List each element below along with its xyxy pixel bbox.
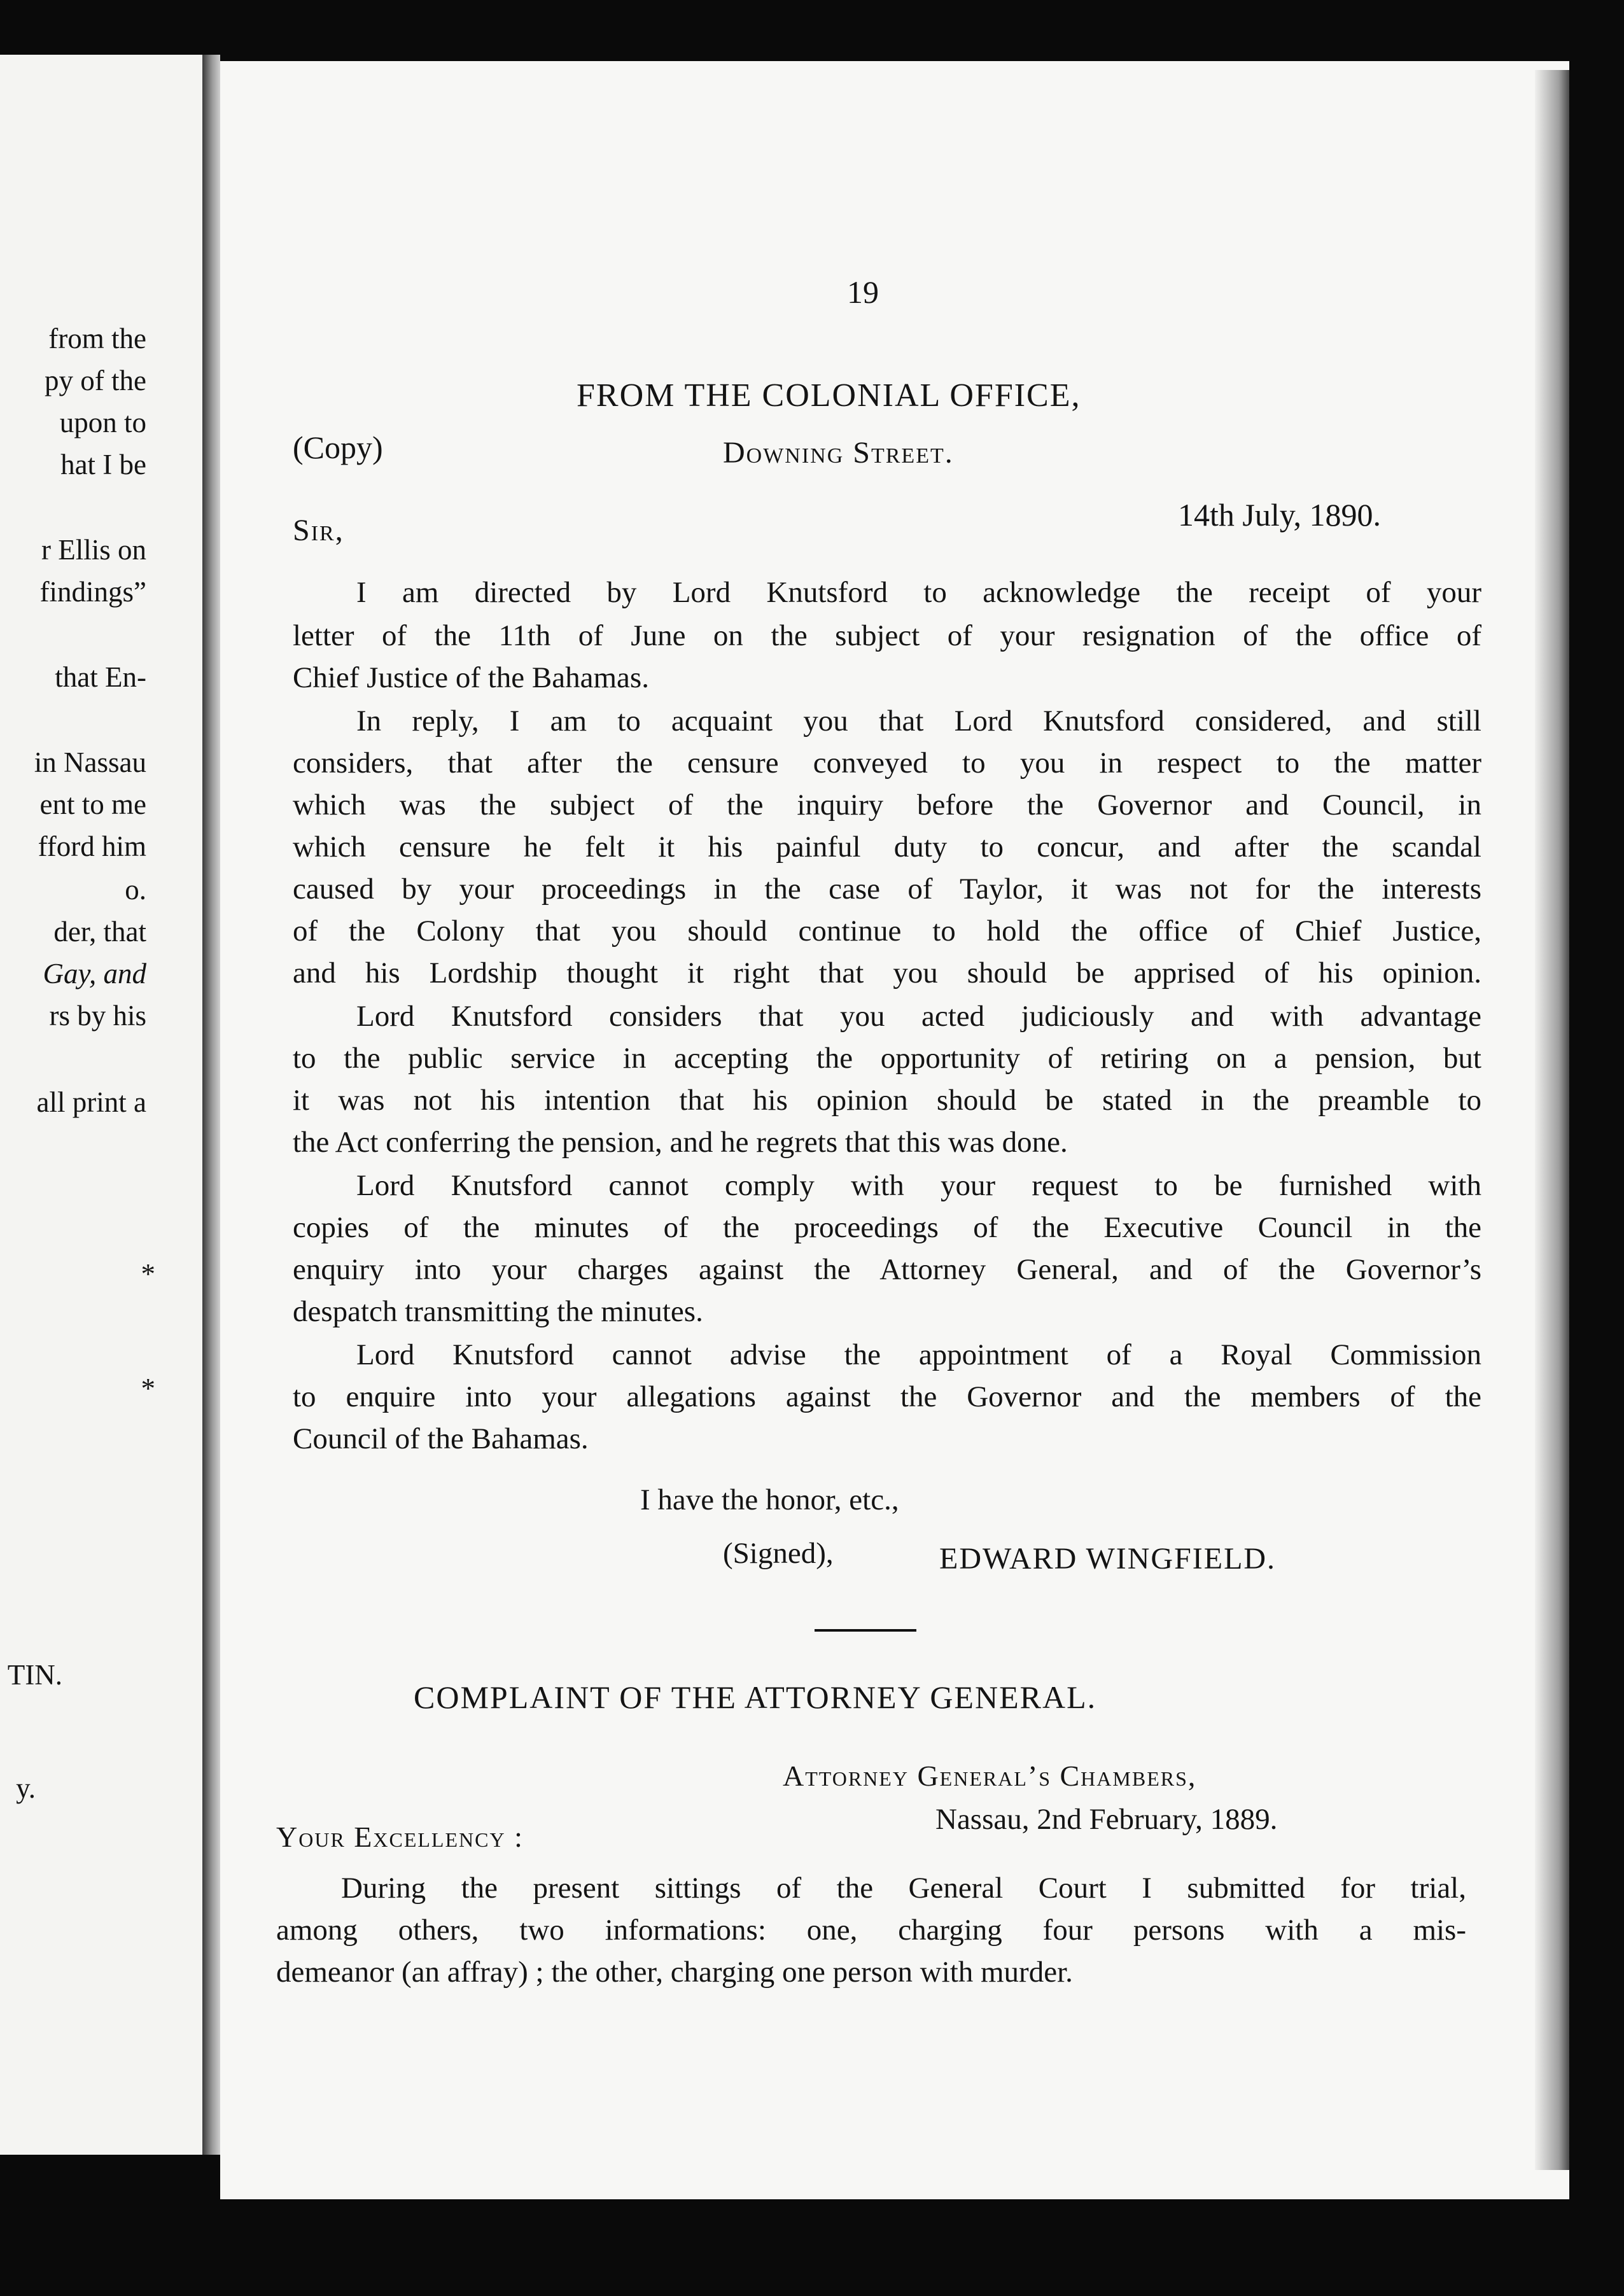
- letter-closing: I have the honor, etc.,: [640, 1483, 899, 1516]
- left-text-fragment: py of the: [45, 365, 146, 396]
- letter-body-line: Chief Justice of the Bahamas.: [293, 661, 649, 694]
- letter-date: Nassau, 2nd February, 1889.: [935, 1803, 1278, 1836]
- left-text-fragment: y.: [16, 1772, 36, 1804]
- left-text-fragment: TIN.: [7, 1659, 62, 1691]
- letter-body-line: Lord Knutsford cannot advise the appointment of a Royal Commission: [356, 1338, 1481, 1371]
- letter-body-line: despatch transmitting the minutes.: [293, 1295, 703, 1328]
- letter-body-line: and his Lordship thought it right that you should be apprised of his opinion.: [293, 956, 1481, 990]
- asterisk-mark: *: [141, 1373, 155, 1404]
- page-number: 19: [847, 274, 879, 310]
- letter-body-line: of the Colony that you should continue to hold the office of Chief Justice,: [293, 914, 1481, 948]
- letter-heading: COMPLAINT OF THE ATTORNEY GENERAL.: [414, 1679, 1097, 1715]
- copy-note: (Copy): [293, 430, 383, 465]
- left-text-fragment: all print a: [36, 1086, 146, 1118]
- section-divider: [815, 1629, 916, 1632]
- letter-address: Attorney General’s Chambers,: [783, 1760, 1197, 1792]
- left-text-fragment: ent to me: [39, 788, 146, 820]
- letter-body-line: enquiry into your charges against the Attorney General, and of the Governor’s: [293, 1253, 1481, 1286]
- letter-date: 14th July, 1890.: [1178, 497, 1381, 533]
- letter-body-line: copies of the minutes of the proceedings of the Executive Council in the: [293, 1211, 1481, 1244]
- left-text-fragment: r Ellis on: [41, 534, 146, 566]
- book-gutter: [202, 55, 220, 2155]
- letter-body-line: the Act conferring the pension, and he regrets that this was done.: [293, 1126, 1068, 1159]
- document-page: [220, 61, 1569, 2199]
- letter-body-line: During the present sittings of the General Court I submitted for trial,: [341, 1872, 1466, 1905]
- letter-body-line: which was the subject of the inquiry before the Governor and Council, in: [293, 788, 1481, 822]
- left-page-fragment: [0, 55, 202, 2155]
- left-text-fragment: Gay, and: [43, 958, 146, 990]
- salutation: Your Excellency :: [276, 1821, 524, 1853]
- letter-body-line: to enquire into your allegations against the Governor and the members of the: [293, 1380, 1481, 1413]
- letter-heading: FROM THE COLONIAL OFFICE,: [577, 377, 1081, 414]
- signed-label: (Signed),: [723, 1537, 834, 1570]
- signatory-name: EDWARD WINGFIELD.: [939, 1542, 1277, 1576]
- left-text-fragment: fford him: [38, 830, 146, 862]
- left-text-fragment: hat I be: [60, 449, 146, 480]
- left-text-fragment: from the: [48, 323, 146, 354]
- letter-body-line: considers, that after the censure conveyed to you in respect to the matter: [293, 746, 1481, 780]
- letter-body-line: In reply, I am to acquaint you that Lord Knutsford considered, and still: [356, 704, 1481, 738]
- left-text-fragment: o.: [125, 874, 146, 906]
- letter-address: Downing Street.: [723, 436, 954, 470]
- letter-body-line: letter of the 11th of June on the subject of your resignation of the office of: [293, 619, 1481, 652]
- letter-body-line: Council of the Bahamas.: [293, 1422, 589, 1455]
- left-text-fragment: upon to: [59, 407, 146, 438]
- left-text-fragment: der, that: [53, 916, 146, 948]
- left-text-fragment: rs by his: [49, 1000, 146, 1032]
- letter-body-line: caused by your proceedings in the case of Taylor, it was not for the interests: [293, 872, 1481, 906]
- asterisk-mark: *: [141, 1258, 155, 1290]
- letter-body-line: Lord Knutsford cannot comply with your request to be furnished with: [356, 1169, 1481, 1202]
- letter-body-line: it was not his intention that his opinion should be stated in the preamble to: [293, 1084, 1481, 1117]
- salutation: Sir,: [293, 514, 344, 547]
- letter-body-line: which censure he felt it his painful duty to concur, and after the scandal: [293, 830, 1481, 864]
- page-edge-shadow: [1535, 70, 1569, 2170]
- left-text-fragment: in Nassau: [34, 746, 146, 778]
- letter-body-line: to the public service in accepting the opportunity of retiring on a pension, but: [293, 1042, 1481, 1075]
- letter-body-line: demeanor (an affray) ; the other, charging one person with murder.: [276, 1956, 1073, 1989]
- letter-body-line: among others, two informations: one, charging four persons with a mis-: [276, 1914, 1466, 1947]
- left-text-fragment: findings”: [39, 576, 146, 608]
- letter-body-line: I am directed by Lord Knutsford to acknowledge the receipt of your: [356, 576, 1481, 609]
- letter-body-line: Lord Knutsford considers that you acted judiciously and with advantage: [356, 1000, 1481, 1033]
- left-text-fragment: that En-: [55, 661, 146, 693]
